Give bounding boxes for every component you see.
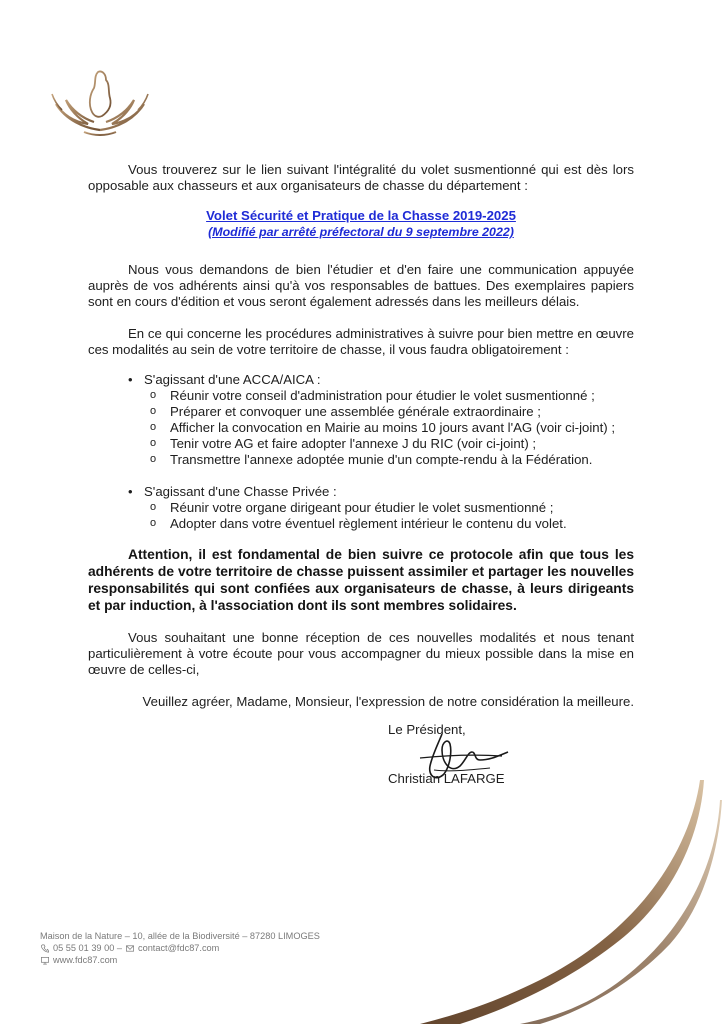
sublist-item: o Afficher la convocation en Mairie au moins 10 jours avant l'AG (voir ci-joint) ; — [170, 420, 634, 436]
closing-paragraph: Vous souhaitant une bonne réception de ces nouvelles modalités et nous tenant particulièrement à votre écoute pour vous accompagner du mieux possible dans la mise en œuvre de celles-ci, — [88, 630, 634, 677]
salutation: Veuillez agréer, Madame, Monsieur, l'expression de notre considération la meilleure. — [142, 694, 634, 709]
sublist — [144, 388, 634, 468]
footer-address: Maison de la Nature – 10, allée de la Biodiversité – 87280 LIMOGES — [40, 931, 320, 941]
footer-website[interactable]: www.fdc87.com — [53, 955, 118, 965]
sublist-item: o Préparer et convoquer une assemblée générale extraordinaire ; — [170, 404, 634, 420]
sublist-item: o Tenir votre AG et faire adopter l'annexe J du RIC (voir ci-joint) ; — [170, 436, 634, 452]
sublist — [144, 500, 634, 532]
sublist-item: o Réunir votre conseil d'administration pour étudier le volet susmentionné ; — [170, 388, 634, 404]
footer-phone: 05 55 01 39 00 – — [53, 943, 122, 953]
intro-paragraph: Vous trouverez sur le lien suivant l'intégralité du volet susmentionné qui est dès lors opposable aux chasseurs et aux organisateurs de chasse du département : — [88, 162, 634, 193]
request-paragraph: Nous vous demandons de bien l'étudier et d'en faire une communication appuyée auprès de vos adhérents ainsi qu'à vos responsables de battues. Des exemplaires papiers sont en cours d'édition et vous seront également adressés dans les meilleurs délais. — [88, 262, 634, 309]
signatory-name: Christian LAFARGE — [388, 771, 505, 786]
footer-web-line — [40, 954, 320, 966]
footer-contact — [40, 942, 320, 954]
document-link-subtitle[interactable]: (Modifié par arrêté préfectoral du 9 septembre 2022) — [208, 225, 514, 239]
document-link[interactable]: Volet Sécurité et Pratique de la Chasse 2019-2025 — [206, 208, 516, 223]
phone-icon — [40, 944, 50, 953]
procedures-paragraph: En ce qui concerne les procédures administratives à suivre pour bien mettre en œuvre ces modalités au sein de votre territoire de chasse, il vous faudra obligatoirement : — [88, 326, 634, 357]
decorative-swoosh-icon — [420, 760, 724, 1024]
footer-email[interactable]: contact@fdc87.com — [137, 943, 220, 953]
federation-logo-icon — [44, 66, 156, 140]
sublist-item: o Transmettre l'annexe adoptée munie d'un compte-rendu à la Fédération. — [170, 452, 634, 468]
list-item-label: S'agissant d'une ACCA/AICA : — [144, 372, 321, 387]
sublist-item: o Adopter dans votre éventuel règlement intérieur le contenu du volet. — [170, 516, 634, 532]
letter-body — [88, 150, 634, 710]
footer — [40, 930, 320, 966]
list-item — [144, 372, 634, 468]
document-link-block — [88, 208, 634, 240]
signatory-title: Le Président, — [388, 722, 466, 737]
sublist-item: o Réunir votre organe dirigeant pour étudier le volet susmentionné ; — [170, 500, 634, 516]
procedure-list — [88, 372, 634, 532]
list-item — [144, 484, 634, 532]
email-icon — [125, 944, 135, 953]
attention-paragraph: Attention, il est fondamental de bien suivre ce protocole afin que tous les adhérents de votre territoire de chasse puissent assimiler et partager les nouvelles responsabilités qui sont confiées aux organisateurs de chasse, à leurs dirigeants et par induction, à l'association dont ils sont membres solidaires. — [88, 547, 634, 613]
monitor-icon — [40, 956, 50, 965]
list-item-label: S'agissant d'une Chasse Privée : — [144, 484, 337, 499]
